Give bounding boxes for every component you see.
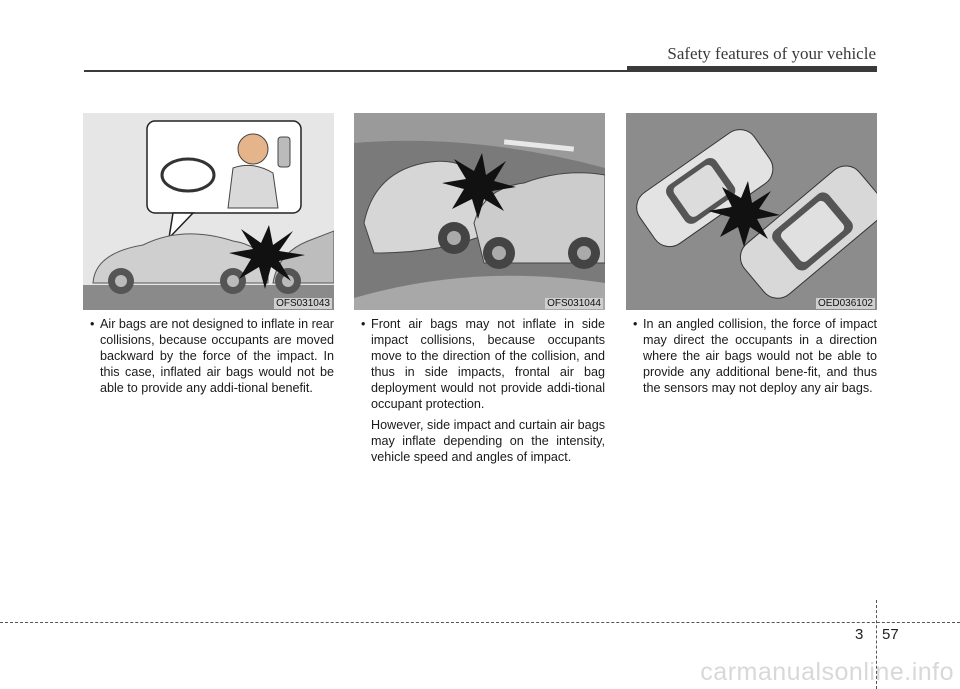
bullet-item [626, 316, 877, 396]
figure-angled-collision [626, 113, 877, 310]
bullet-dot: • [90, 317, 95, 331]
page-number: 57 [882, 626, 899, 643]
bullet-text: Front air bags may not inflate in side impact collisions, because occupants move to the direction of the collision, and thus in side impacts, frontal air bag deployment would not provide addi-tional occupant protection. [371, 317, 605, 411]
bullet-item [83, 316, 334, 396]
bullet-dot: • [633, 317, 638, 331]
bullet-dot: • [361, 317, 366, 331]
rear-collision-illustration [83, 113, 334, 310]
figure-code: OFS031044 [547, 298, 601, 309]
figure-side-impact [354, 113, 605, 310]
figure-rear-collision [83, 113, 334, 310]
side-impact-illustration [354, 113, 605, 310]
bullet-item [354, 316, 605, 412]
watermark: carmanualsonline.info [700, 658, 954, 686]
column-rear-collision [83, 113, 334, 396]
header-rule [84, 70, 877, 72]
angled-collision-illustration [626, 113, 877, 310]
footer-rule [0, 622, 960, 623]
bullet-text: In an angled collision, the force of impact may direct the occupants in a direction where the air bags would not be able to provide any additional bene-fit, and thus the sensors may not deploy any air bags. [643, 317, 877, 395]
figure-code: OED036102 [817, 298, 873, 309]
column-angled-collision [626, 113, 877, 396]
section-title: Safety features of your vehicle [667, 44, 876, 63]
figure-code: OFS031043 [276, 298, 330, 309]
chapter-number: 3 [855, 626, 864, 643]
bullet-text: Air bags are not designed to inflate in rear collisions, because occupants are moved backward by the force of the impact. In this case, inflated air bags would not be able to provide any addi-tional benefit. [100, 317, 334, 395]
column-side-impact [354, 113, 605, 465]
paragraph: However, side impact and curtain air bags may inflate depending on the intensity, vehicle speed and angles of impact. [371, 418, 605, 464]
